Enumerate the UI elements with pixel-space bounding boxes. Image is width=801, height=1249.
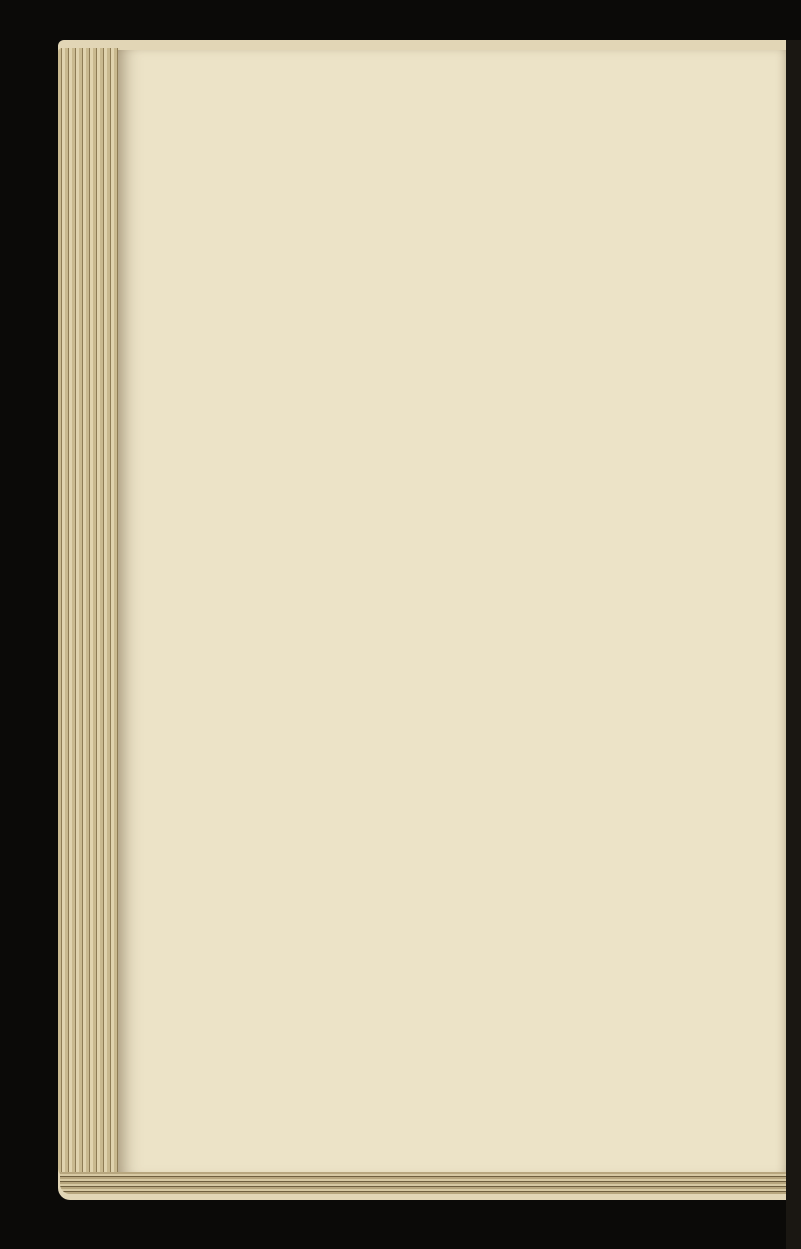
page-edges [58,48,120,1178]
book-page [118,50,786,1175]
right-margin-strip [786,40,801,1249]
bottom-page-edges [60,1172,800,1194]
